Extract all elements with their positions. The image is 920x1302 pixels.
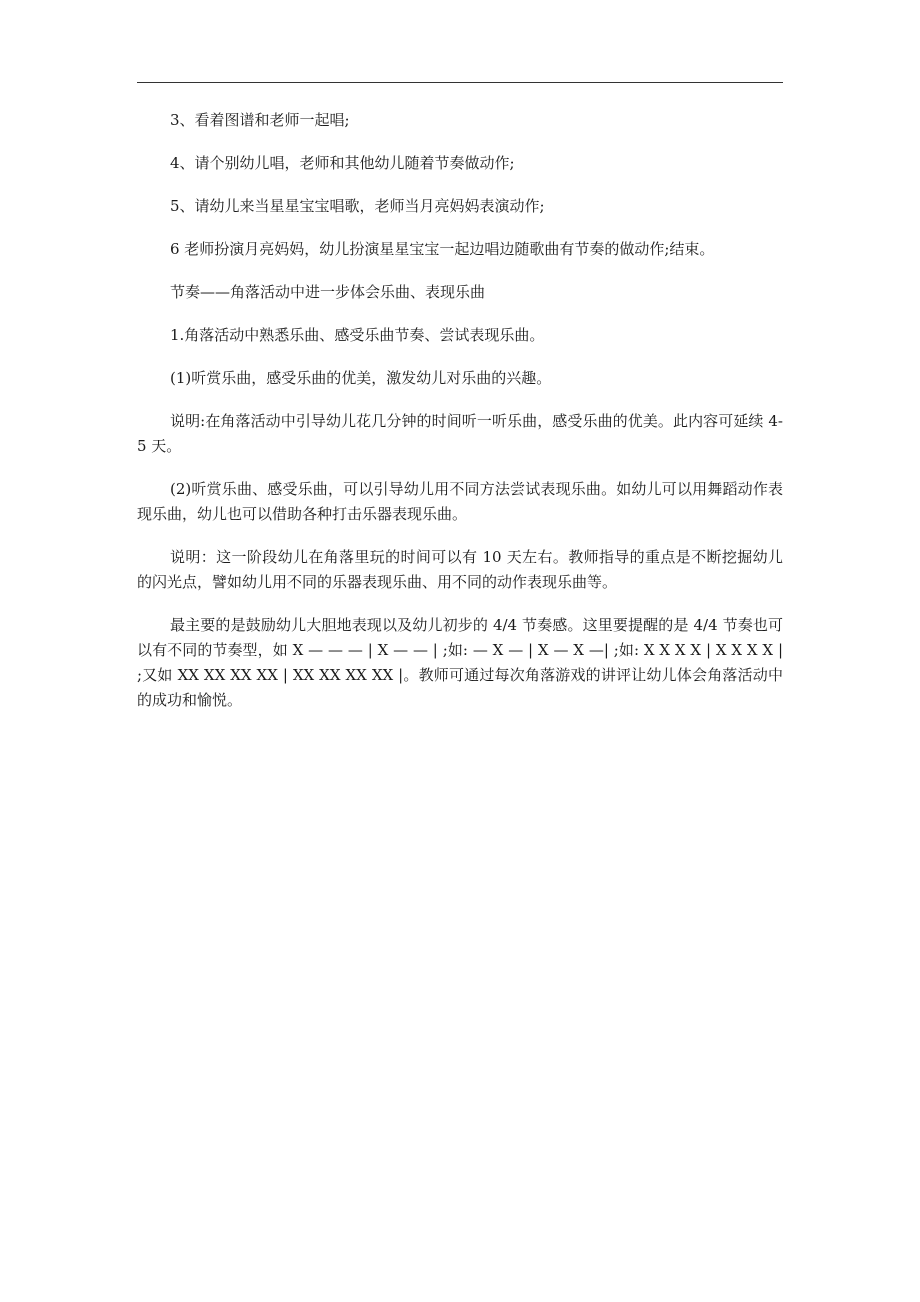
paragraph-subitem-1: (1)听赏乐曲，感受乐曲的优美，激发幼儿对乐曲的兴趣。 (170, 369, 552, 387)
paragraph-item-1: 1.角落活动中熟悉乐曲、感受乐曲节奏、尝试表现乐曲。 (170, 326, 545, 344)
section-heading-rhythm: 节奏——角落活动中进一步体会乐曲、表现乐曲 (170, 283, 486, 301)
paragraph-subitem-2: (2)听赏乐曲、感受乐曲，可以引导幼儿用不同方法尝试表现乐曲。如幼儿可以用舞蹈动作表现乐曲，幼儿也可以借助各种打击乐器表现乐曲。 (137, 480, 783, 523)
paragraph-step-5: 5、请幼儿来当星星宝宝唱歌，老师当月亮妈妈表演动作; (170, 197, 545, 215)
paragraph-note-2: 说明：这一阶段幼儿在角落里玩的时间可以有 10 天左右。教师指导的重点是不断挖掘幼儿的闪光点，譬如幼儿用不同的乐器表现乐曲、用不同的动作表现乐曲等。 (137, 548, 783, 591)
header-divider (137, 82, 783, 83)
paragraph-step-6: 6 老师扮演月亮妈妈，幼儿扮演星星宝宝一起边唱边随歌曲有节奏的做动作;结束。 (170, 240, 715, 258)
paragraph-note-1: 说明:在角落活动中引导幼儿花几分钟的时间听一听乐曲，感受乐曲的优美。此内容可延续 4-5 天。 (137, 412, 783, 455)
paragraph-step-4: 4、请个别幼儿唱，老师和其他幼儿随着节奏做动作; (170, 154, 515, 172)
paragraph-rhythm-patterns: 最主要的是鼓励幼儿大胆地表现以及幼儿初步的 4/4 节奏感。这里要提醒的是 4/4 节奏也可以有不同的节奏型，如 X — — — | X — — | ;如: — X — | X — X —| ;如: X X X X | X X X X | ;又如 XX XX XX XX | XX XX XX XX |。教师可通过每次角落游戏的讲评让幼儿体会角落活动中的成功和愉悦。 (137, 616, 783, 709)
paragraph-step-3: 3、看着图谱和老师一起唱; (170, 111, 350, 129)
document-body (137, 108, 783, 731)
